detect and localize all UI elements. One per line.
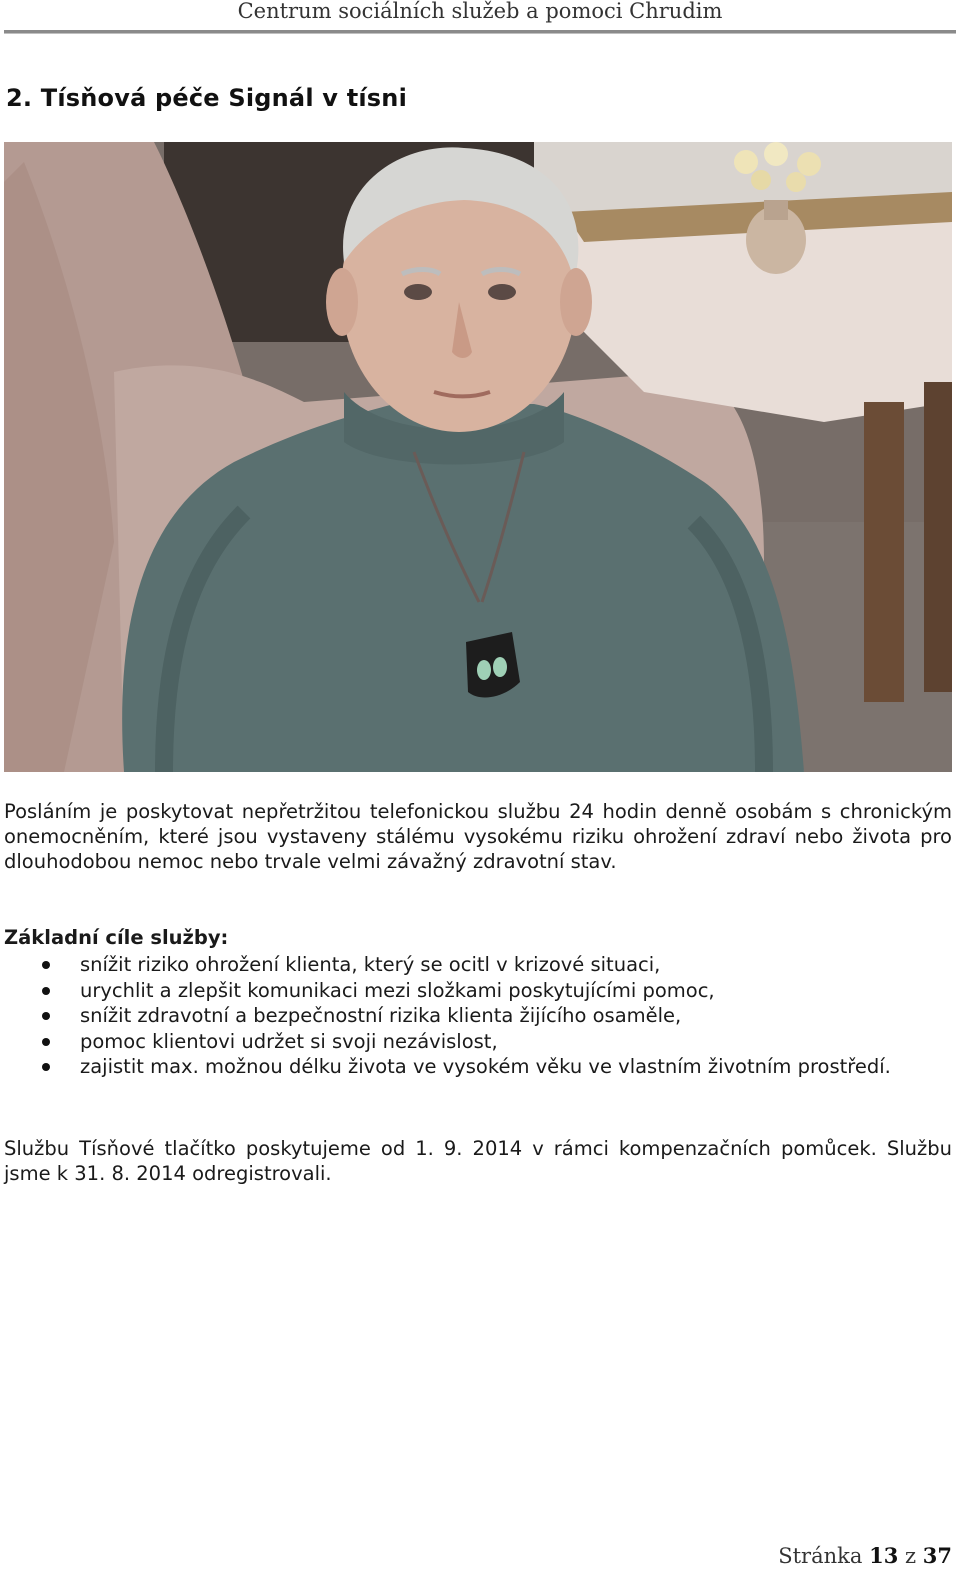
list-item: zajistit max. možnou délku života ve vysokém věku ve vlastním životním prostředí.	[4, 1054, 952, 1080]
current-page: 13	[869, 1543, 899, 1568]
bullet-icon	[42, 1038, 50, 1046]
bullet-icon	[42, 1012, 50, 1020]
page-number	[778, 1543, 952, 1568]
goals-heading: Základní cíle služby:	[4, 926, 229, 949]
page-separator: z	[905, 1544, 917, 1568]
document-header: Centrum sociálních služeb a pomoci Chrudim	[237, 0, 723, 23]
section-title: 2. Tísňová péče Signál v tísni	[6, 84, 407, 112]
list-item: pomoc klientovi udržet si svoji nezávislost,	[4, 1029, 952, 1055]
service-note-paragraph: Službu Tísňové tlačítko poskytujeme od 1. 9. 2014 v rámci kompenzačních pomůcek. Službu jsme k 31. 8. 2014 odregistrovali.	[4, 1137, 952, 1185]
bullet-icon	[42, 961, 50, 969]
page-label: Stránka	[778, 1544, 863, 1568]
goals-list	[4, 952, 952, 1080]
list-item: urychlit a zlepšit komunikaci mezi složkami poskytujícími pomoc,	[4, 978, 952, 1004]
client-photo	[4, 142, 952, 772]
bullet-icon	[42, 987, 50, 995]
bullet-icon	[42, 1063, 50, 1071]
header-divider	[4, 30, 956, 34]
list-item: snížit zdravotní a bezpečnostní rizika klienta žijícího osaměle,	[4, 1003, 952, 1029]
list-item: snížit riziko ohrožení klienta, který se ocitl v krizové situaci,	[4, 952, 952, 978]
total-pages: 37	[922, 1543, 952, 1568]
mission-paragraph: Posláním je poskytovat nepřetržitou telefonickou službu 24 hodin denně osobám s chronickým onemocněním, které jsou vystaveny stálému vysokému riziku ohrožení zdraví nebo života pro dlouhodobou nemoc nebo trvale velmi závažný zdravotní stav.	[4, 800, 952, 873]
